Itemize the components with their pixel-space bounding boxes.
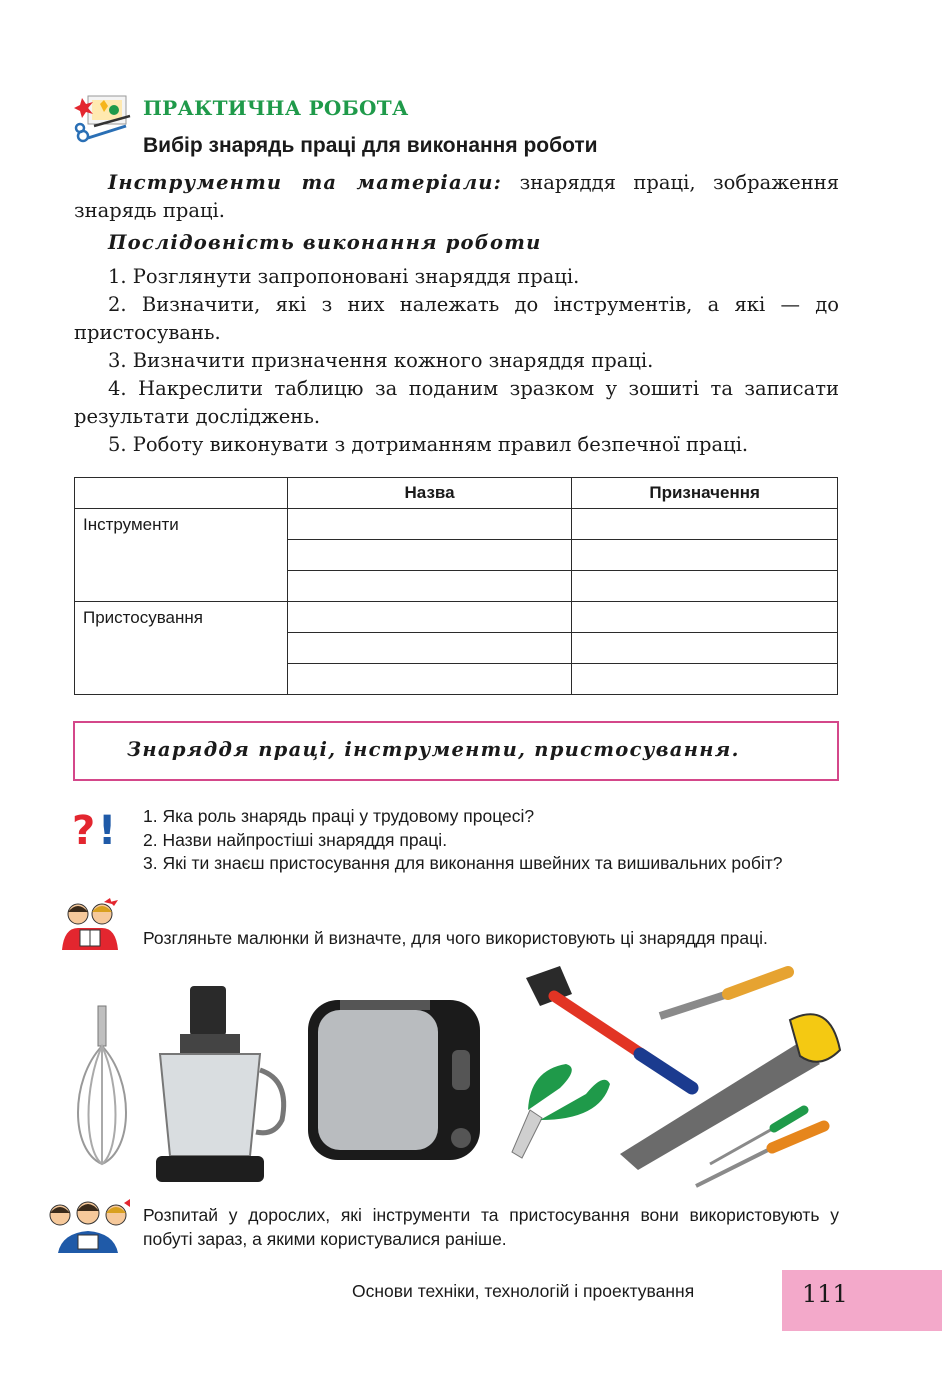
question-item: 1. Яка роль знарядь праці у трудовому процесі?: [143, 806, 535, 826]
three-kids-icon: [44, 1197, 132, 1255]
step-3: 3. Визначити призначення кожного знаряддя праці.: [108, 349, 654, 372]
table-cell: [572, 571, 838, 602]
footer-subject: Основи техніки, технологій і проектування: [352, 1281, 695, 1301]
sequence-heading: Послідовність виконання роботи: [108, 231, 542, 254]
table-cell: [287, 633, 571, 664]
table-cell: [287, 664, 571, 695]
section-label: ПРАКТИЧНА РОБОТА: [143, 96, 409, 120]
question-item: 3. Які ти знаєш пристосування для виконання швейних та вишивальних робіт?: [143, 853, 783, 873]
table-cell: [287, 509, 571, 540]
saw-icon: [620, 1014, 840, 1170]
table-header-cell: Призначення: [572, 478, 838, 509]
pliers-icon: [512, 1064, 610, 1158]
key-terms-text: Знаряддя праці, інструменти, пристосування.: [127, 738, 740, 761]
page-number: 111: [802, 1280, 848, 1308]
task-images-text: Розгляньте малюнки й визначте, для чого використовують ці знаряддя праці.: [143, 928, 768, 948]
row-group-label: Інструменти: [75, 509, 288, 602]
table-cell: [287, 540, 571, 571]
step-2: 2. Визначити, які з них належать до інструментів, а які — до пристосувань.: [74, 293, 839, 344]
tools-illustration: [60, 960, 850, 1200]
table-cell: [287, 602, 571, 633]
table-cell: [572, 633, 838, 664]
materials-text: знаряддя праці, зображення знарядь праці.: [74, 171, 840, 222]
task-ask-adults-text: Розпитай у дорослих, які інструменти та пристосування вони використовують у побуті зараз, а якими користувалися раніше.: [143, 1205, 839, 1249]
step-4: 4. Накреслити таблицю за поданим зразком у зошиті та записати результати досліджень.: [74, 377, 839, 428]
key-terms-box: [73, 721, 839, 781]
table-cell: [287, 571, 571, 602]
practical-work-icon: [74, 92, 136, 148]
table-row: [75, 602, 838, 633]
table-row: [75, 509, 838, 540]
question-item: 2. Назви найпростіші знаряддя праці.: [143, 829, 448, 850]
work-title: Вибір знарядь праці для виконання роботи: [143, 134, 598, 157]
materials-label: Інструменти та матеріали:: [108, 171, 503, 194]
step-5: 5. Роботу виконувати з дотриманням правил безпечної праці.: [108, 433, 749, 456]
svg-text:?: ?: [72, 808, 96, 848]
table-cell: [572, 664, 838, 695]
table-header-row: [75, 478, 838, 509]
svg-text:!: !: [98, 808, 117, 848]
table-header-cell: [75, 478, 288, 509]
whisk-icon: [78, 1006, 126, 1164]
row-group-label: Пристосування: [75, 602, 288, 695]
chisel-icon: [660, 972, 788, 1016]
materials-paragraph: [74, 169, 839, 224]
results-table: [74, 477, 838, 695]
step-1: 1. Розглянути запропоновані знаряддя праці.: [108, 265, 580, 288]
kids-reading-icon: [60, 898, 120, 954]
toaster-icon: [308, 1000, 480, 1160]
page-number-box: [782, 1270, 942, 1331]
blender-icon: [156, 986, 284, 1182]
table-cell: [572, 540, 838, 571]
question-list: [143, 805, 839, 876]
table-header-cell: Назва: [287, 478, 571, 509]
table-cell: [572, 509, 838, 540]
question-exclamation-icon: [72, 808, 120, 848]
table-cell: [572, 602, 838, 633]
